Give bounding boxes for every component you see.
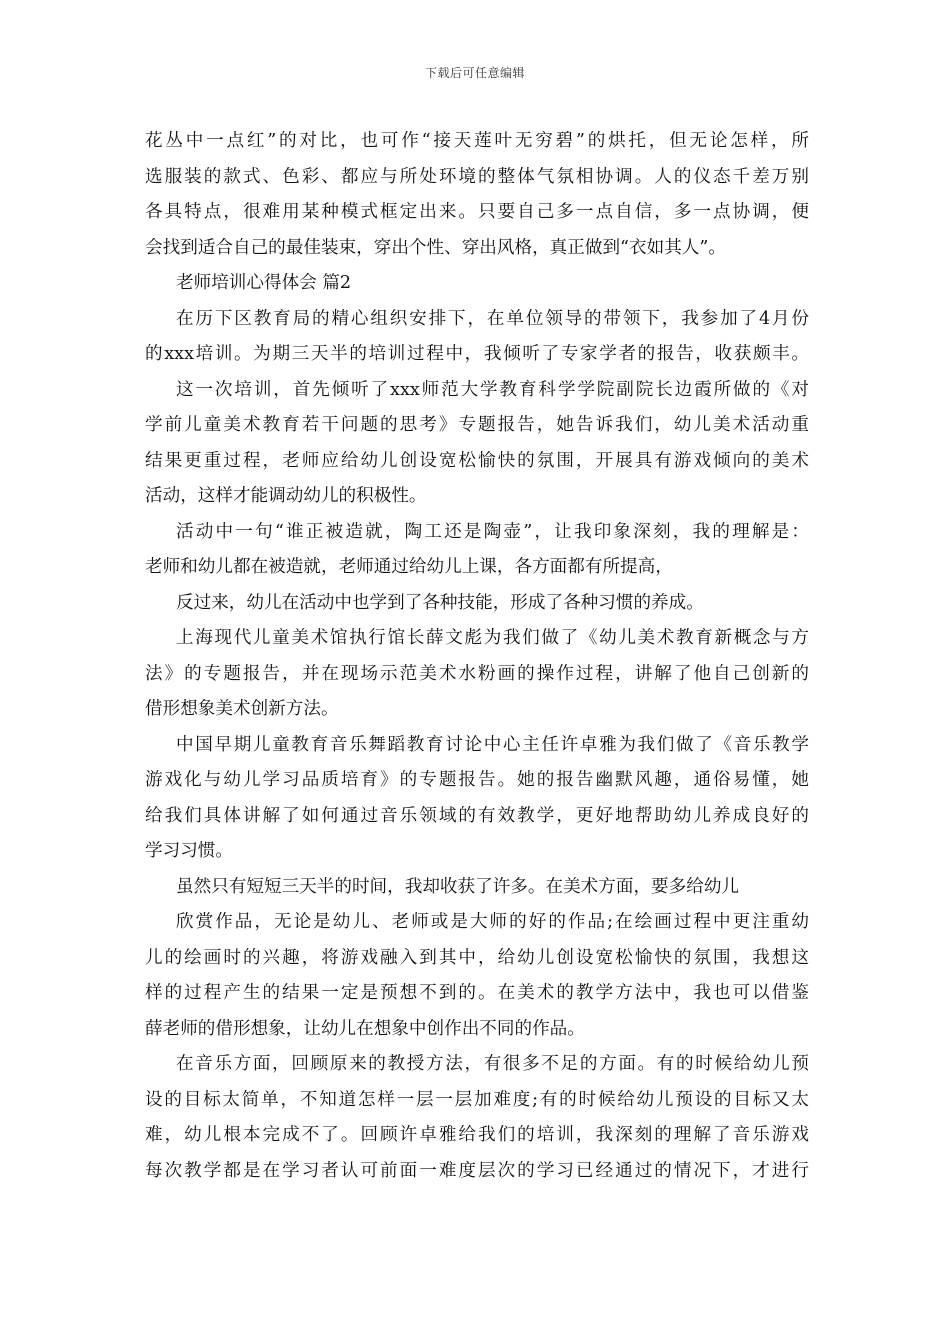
text-line: 各具特点，很难用某种模式框定出来。只要自己多一点自信，多一点协调，便 — [145, 202, 809, 222]
text-line: 在音乐方面，回顾原来的教授方法，有很多不足的方面。有的时候给幼儿预 — [176, 1054, 809, 1074]
text-line: 学前儿童美术教育若干问题的思考》专题报告，她告诉我们，幼儿美术活动重 — [145, 415, 809, 435]
text-line: 欣赏作品，无论是幼儿、老师或是大师的好的作品;在绘画过程中更注重幼 — [176, 912, 809, 932]
text-line: 每次教学都是在学习者认可前面一难度层次的学习已经通过的情况下，才进行 — [145, 1160, 809, 1181]
text-line: 选服装的款式、色彩、都应与所处环境的整体气氛相协调。人的仪态千差万别 — [145, 166, 809, 187]
text-line: 难，幼儿根本完成不了。回顾许卓雅给我们的培训，我深刻的理解了音乐游戏 — [145, 1125, 809, 1145]
text-line: 老师和幼儿都在被造就，老师通过给幼儿上课，各方面都有所提高， — [145, 557, 673, 577]
text-line: 老师培训心得体会 篇2 — [176, 273, 352, 293]
text-line: 学习习惯。 — [145, 841, 233, 861]
text-line: 法》的专题报告，并在现场示范美术水粉画的操作过程，讲解了他自己创新的 — [145, 663, 809, 684]
text-line: 设的目标太简单，不知道怎样一层一层加难度;有的时候给幼儿预设的目标又太 — [145, 1089, 809, 1110]
text-line: 样的过程产生的结果一定是预想不到的。在美术的教学方法中，我也可以借鉴 — [145, 983, 809, 1003]
text-line: 儿的绘画时的兴趣，将游戏融入到其中，给幼儿创设宽松愉快的氛围，我想这 — [145, 947, 809, 968]
text-line: 游戏化与幼儿学习品质培育》的专题报告。她的报告幽默风趣，通俗易懂，她 — [145, 770, 809, 790]
text-line: 会找到适合自己的最佳装束，穿出个性、穿出风格，真正做到“衣如其人”。 — [145, 237, 726, 258]
text-line: 在历下区教育局的精心组织安排下，在单位领导的带领下，我参加了4月份 — [176, 308, 809, 329]
text-line: 的xxx培训。为期三天半的培训过程中，我倾听了专家学者的报告，收获颇丰。 — [145, 344, 809, 364]
text-line: 这一次培训，首先倾听了xxx师范大学教育科学学院副院长边霞所做的《对 — [176, 379, 809, 400]
text-line: 上海现代儿童美术馆执行馆长薛文彪为我们做了《幼儿美术教育新概念与方 — [176, 628, 809, 648]
text-line: 中国早期儿童教育音乐舞蹈教育讨论中心主任许卓雅为我们做了《音乐教学 — [176, 734, 809, 755]
text-line: 活动中一句“谁正被造就，陶工还是陶壶”，让我印象深刻，我的理解是： — [176, 521, 809, 542]
page-header: 下载后可任意编辑 — [424, 66, 525, 80]
text-line: 反过来，幼儿在活动中也学到了各种技能，形成了各种习惯的养成。 — [176, 592, 704, 613]
text-line: 薛老师的借形想象，让幼儿在想象中创作出不同的作品。 — [145, 1018, 585, 1039]
text-line: 给我们具体讲解了如何通过音乐领域的有效教学，更好地帮助幼儿养成良好的 — [145, 805, 809, 826]
text-line: 借形想象美术创新方法。 — [145, 699, 339, 719]
text-line: 活动，这样才能调动幼儿的积极性。 — [145, 486, 427, 506]
text-line: 虽然只有短短三天半的时间，我却收获了许多。在美术方面，要多给幼儿 — [176, 876, 740, 897]
text-line: 花丛中一点红”的对比，也可作“接天莲叶无穷碧”的烘托，但无论怎样，所 — [145, 131, 809, 151]
document-body — [145, 124, 809, 1189]
text-line: 结果更重过程，老师应给幼儿创设宽松愉快的氛围，开展具有游戏倾向的美术 — [145, 450, 809, 471]
